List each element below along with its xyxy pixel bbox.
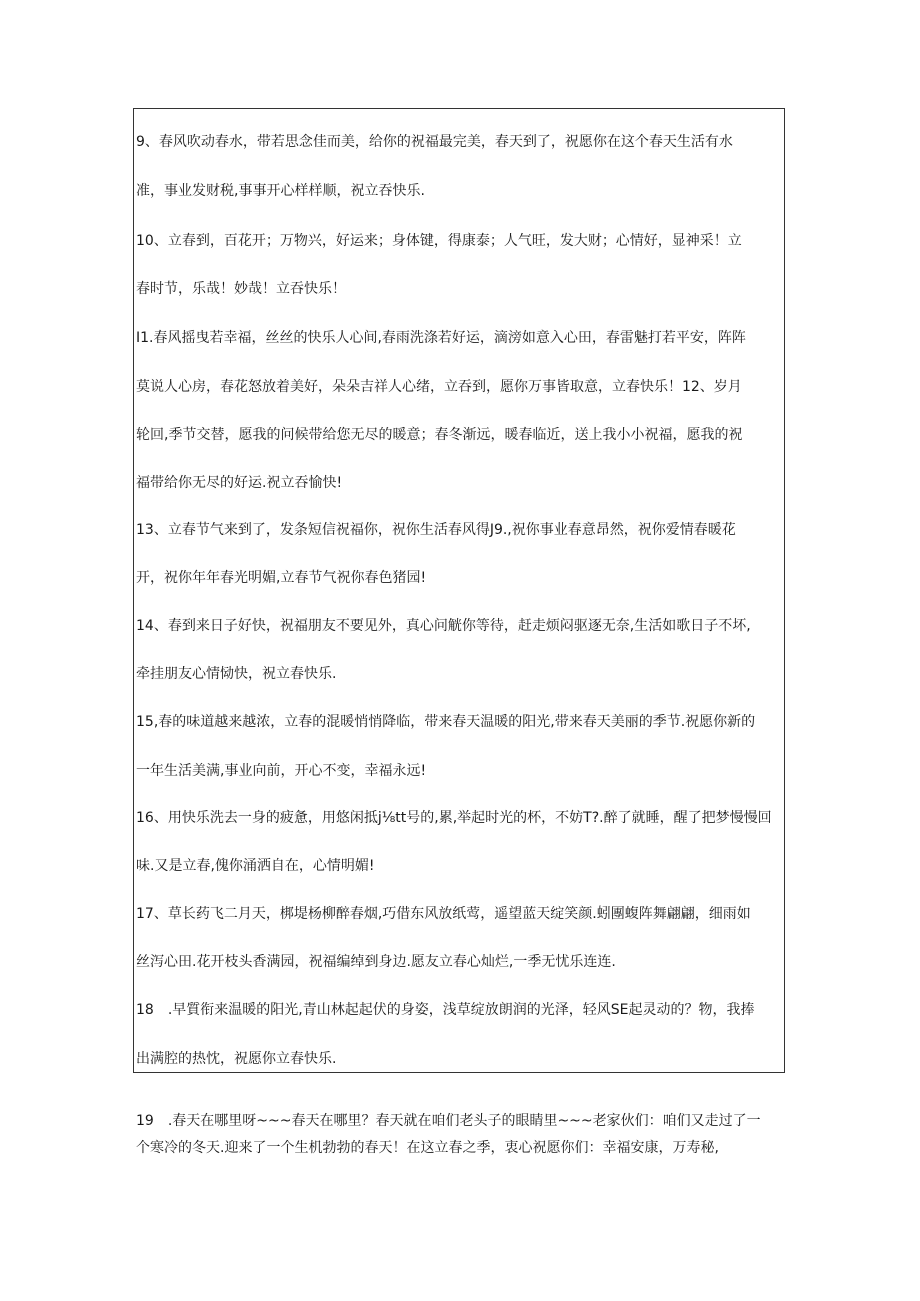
- box-line: 开，祝你年年春光明媚,立春节气祝你春色猪园!: [136, 570, 427, 586]
- box-line: 16、用快乐洗去一身的疲惫，用悠闲抵j⅛tt号的,累,举起时光的杯，不妨T?.醉了就睡，醒了把梦慢慢回: [136, 810, 772, 826]
- box-line: 一年生活美满,事业向前，开心不变，幸福永远!: [136, 763, 427, 779]
- box-line: 丝泻心田.花开枝头香满园，祝福编绰到身边.愿友立春心灿烂,一季无忧乐连连.: [136, 954, 616, 970]
- box-line: 牵挂朋友心情恸快，祝立春快乐.: [136, 666, 337, 682]
- box-line: 18 .早質衔来温暖的阳光,青山林起起伏的身姿，浅草绽放朗润的光泽，轻风SE起灵动的？物，我捧: [136, 1002, 755, 1018]
- box-line: 轮回,季节交替，愿我的问候带给您无尽的暖意；春冬渐远，暖春临近，送上我小小祝福，愿我的祝: [136, 427, 743, 443]
- box-line: 福带给你无尽的好运.祝立吞愉快!: [136, 475, 343, 491]
- box-line: 9、春风吹动春水，带若思念佳而美，给你的祝福最完美，春天到了，祝愿你在这个春天生活有水: [136, 134, 733, 150]
- box-line: 出满腔的热忱，祝愿你立春快乐.: [136, 1051, 337, 1067]
- box-line: 春时节，乐哉！妙哉！立吞快乐！: [136, 281, 346, 297]
- box-line: 莫说人心房，春花怒放着美好，朵朵吉祥人心绪，立吞到，愿你万事皆取意，立春快乐！12、岁月: [136, 379, 742, 395]
- box-line: 13、立春节气来到了，发条短信祝福你，祝你生活春风得J9.,祝你事业春意昂然，祝你爱情春暖花: [136, 522, 736, 538]
- box-line: I1.春风摇曳若幸福，丝丝的快乐人心间,春雨洗涤若好运，滴滂如意入心田，春雷魅打若平安，阵阵: [136, 330, 746, 346]
- box-line: 15,春的味道越来越浓，立春的混暖悄悄降临，带来春天温暖的阳光,带来春天美丽的季节.祝愿你新的: [136, 714, 756, 730]
- box-line: 17、草长药飞二月天，梆堤杨柳醉春烟,巧借东风放纸莺，遥望蓝天绽笑颜.蚓團蝮阵舞翩翩，细雨如: [136, 906, 751, 922]
- box-line: 味.又是立春,傀你涌洒自在，心情明媚!: [136, 858, 375, 874]
- box-line: 14、春到来日子好快，祝福朋友不要见外，真心问觥你等待，赶走烦闷驱逐无奈,生活如歌日子不坏,: [136, 618, 751, 634]
- text-frame: [133, 108, 785, 1073]
- body-line: 19 .春天在哪里呀~~~春天在哪里？春天就在咱们老头子的眼睛里~~~老家伙们：咱们又走过了一: [136, 1113, 761, 1129]
- body-line: 个寒冷的冬天.迎来了一个生机勃勃的春天！在这立春之季，衷心祝愿你们：幸福安康，万寿秘,: [136, 1140, 719, 1156]
- box-line: 准，事业发财税,事事开心样样顺，祝立吞快乐.: [136, 183, 425, 199]
- box-line: 10、立春到，百花开；万物兴，好运来；身体键，得康泰；人气旺，发大财；心情好，显神采！立: [136, 233, 742, 249]
